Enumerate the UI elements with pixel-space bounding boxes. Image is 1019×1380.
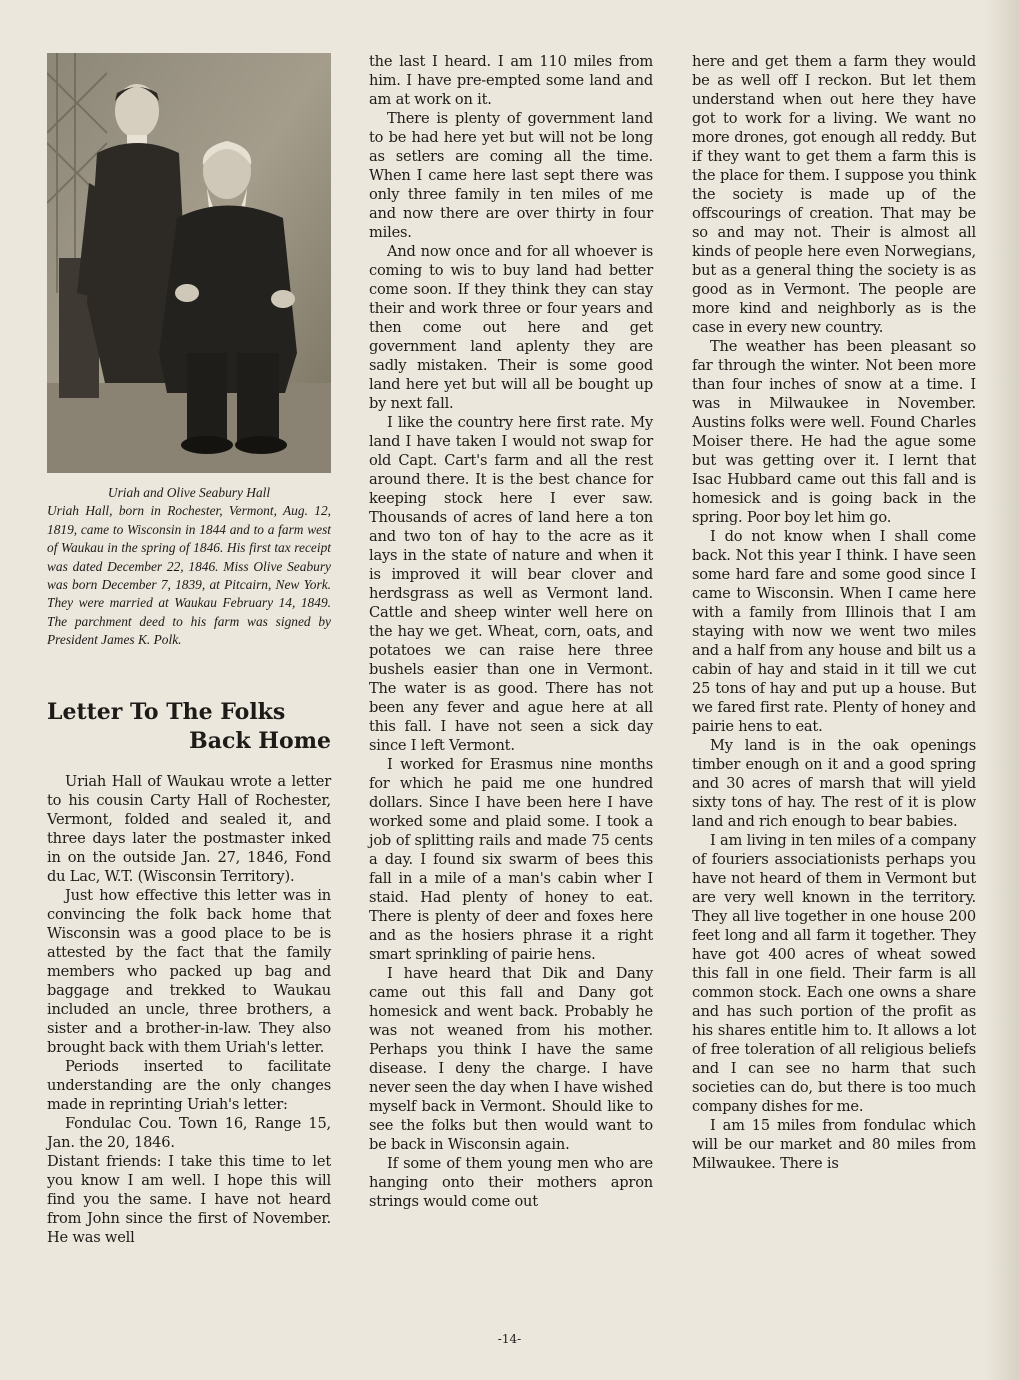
paragraph: I like the country here first rate. My land I have taken I would not swap for old Capt. Cart's farm and all the rest around there. It is the best chance for keeping stock here I ever saw. Thousands of acres of land here a ton and two ton of hay to the acre as it lays in the state of nature and when it is improved it will bear clover and herdsgrass as well as Vermont land. Cattle and sheep winter well here on the hay we get. Wheat, corn, oats, and potatoes we can raise here three bushels easier than one in Vermont. The water is as good. There has not been any fever and ague here at all this fall. I have not seen a sick day since I left Vermont. bbox=[369, 414, 653, 754]
paragraph: There is plenty of government land to be had here yet but will not be long as setlers are coming all the time. When I came here last sept there was only three family in ten miles of me and now there are over thirty in four miles. bbox=[369, 110, 653, 241]
page-edge-shadow bbox=[985, 0, 1019, 1380]
caption-text: Uriah Hall, born in Rochester, Vermont, Aug. 12, 1819, came to Wisconsin in 1844 and to a farm west of Waukau in the spring of 1846. His first tax receipt was dated December 22, 1846. Miss Olive Seabury was born December 7, 1839, at Pitcairn, New York. They were married at Waukau February 14, 1849. The parchment deed to his farm was signed by President James K. Polk. bbox=[47, 503, 331, 648]
paragraph: Periods inserted to facilitate understanding are the only changes made in reprinting Uriah's letter: bbox=[47, 1058, 331, 1113]
paragraph: here and get them a farm they would be as well off I reckon. But let them understand when out here they have got to work for a living. We want no more drones, got enough all reddy. But if they want to get them a farm this is the place for them. I suppose you think the society is made up of the offscourings of creation. That may be so and may not. Their is almost all kinds of people here even Norwegians, but as a general thing the society is as good as in Vermont. The people are more kind and neighborly as is the case in every new country. bbox=[692, 53, 976, 336]
column-1 bbox=[47, 772, 331, 1247]
paragraph: Distant friends: I take this time to let you know I am well. I hope this will find you the same. I have not heard from John since the first of November. He was well bbox=[47, 1153, 331, 1246]
page-number: -14- bbox=[497, 1332, 522, 1346]
photo-caption bbox=[47, 484, 331, 650]
caption-title: Uriah and Olive Seabury Hall bbox=[107, 485, 271, 500]
paragraph: Uriah Hall of Waukau wrote a letter to his cousin Carty Hall of Rochester, Vermont, folded and sealed it, and three days later the postmaster inked in on the outside Jan. 27, 1846, Fond du Lac, W.T. (Wisconsin Territory). bbox=[47, 773, 331, 885]
paragraph: Just how effective this letter was in convincing the folk back home that Wisconsin was a good place to be is attested by the fact that the family members who packed up bag and baggage and trekked to Waukau included an uncle, three brothers, a sister and a brother-in-law. They also brought back with them Uriah's letter. bbox=[47, 887, 331, 1056]
paragraph: I worked for Erasmus nine months for which he paid me one hundred dollars. Since I have been here I have worked some and plaid some. I took a job of splitting rails and made 75 cents a day. I found six swarm of bees this fall in a mile of a man's cabin wher I staid. Had plenty of honey to eat. There is plenty of deer and foxes here and as the hosiers phrase it a right smart sprinkling of pairie hens. bbox=[369, 756, 653, 963]
paragraph: If some of them young men who are hanging onto their mothers apron strings would come out bbox=[369, 1155, 653, 1210]
article-headline bbox=[47, 698, 331, 756]
paragraph: I do not know when I shall come back. Not this year I think. I have seen some hard fare and some good since I came to Wisconsin. When I came here with a family from Illinois that I am staying with now we went two miles and a half from any house and bilt us a cabin of hay and staid in it till we cut 25 tons of hay and put up a house. But we fared first rate. Plenty of honey and pairie hens to eat. bbox=[692, 528, 976, 735]
paragraph: And now once and for all whoever is coming to wis to buy land had better come soon. If they think they can stay their and work three or four years and then come out here and get government land aplenty they are sadly mistaken. Their is some good land here yet but will all be bought up by next fall. bbox=[369, 243, 653, 412]
paragraph: the last I heard. I am 110 miles from him. I have pre-empted some land and am at work on it. bbox=[369, 53, 653, 108]
headline-line-1: Letter To The Folks bbox=[47, 699, 286, 725]
column-2 bbox=[369, 52, 653, 1211]
paragraph: I am living in ten miles of a company of fouriers associationists perhaps you have not heard of them in Vermont but are very well known in the territory. They all live together in one house 200 feet long and all farm it together. They have got 400 acres of wheat sowed this fall in one field. Their farm is all common stock. Each one owns a share and has such portion of the profit as his shares entitle him to. It allows a lot of free toleration of all religious beliefs and I can see no harm that such societies can do, but there is too much company dishes for me. bbox=[692, 832, 976, 1115]
portrait-photo bbox=[47, 53, 331, 473]
paragraph: Fondulac Cou. Town 16, Range 15, Jan. the 20, 1846. bbox=[47, 1115, 331, 1151]
paragraph: The weather has been pleasant so far through the winter. Not been more than four inches of snow at a time. I was in Milwaukee in November. Austins folks were well. Found Charles Moiser there. He had the ague some but was getting over it. I lernt that Isac Hubbard came out this fall and is homesick and is going back in the spring. Poor boy let him go. bbox=[692, 338, 976, 526]
paragraph: I have heard that Dik and Dany came out this fall and Dany got homesick and went back. Probably he was not weaned from his mother. Perhaps you think I have the same disease. I deny the charge. I have never seen the day when I have wished myself back in Vermont. Should like to see the folks but then would want to be back in Wisconsin again. bbox=[369, 965, 654, 1153]
portrait-illustration bbox=[47, 53, 331, 473]
paragraph: I am 15 miles from fondulac which will be our market and 80 miles from Milwaukee. There is bbox=[692, 1117, 976, 1172]
column-3 bbox=[692, 52, 976, 1173]
paragraph: My land is in the oak openings timber enough on it and a good spring and 30 acres of marsh that will yield sixty tons of hay. The rest of it is plow land and rich enough to bear babies. bbox=[692, 737, 976, 830]
headline-line-2: Back Home bbox=[189, 728, 331, 754]
